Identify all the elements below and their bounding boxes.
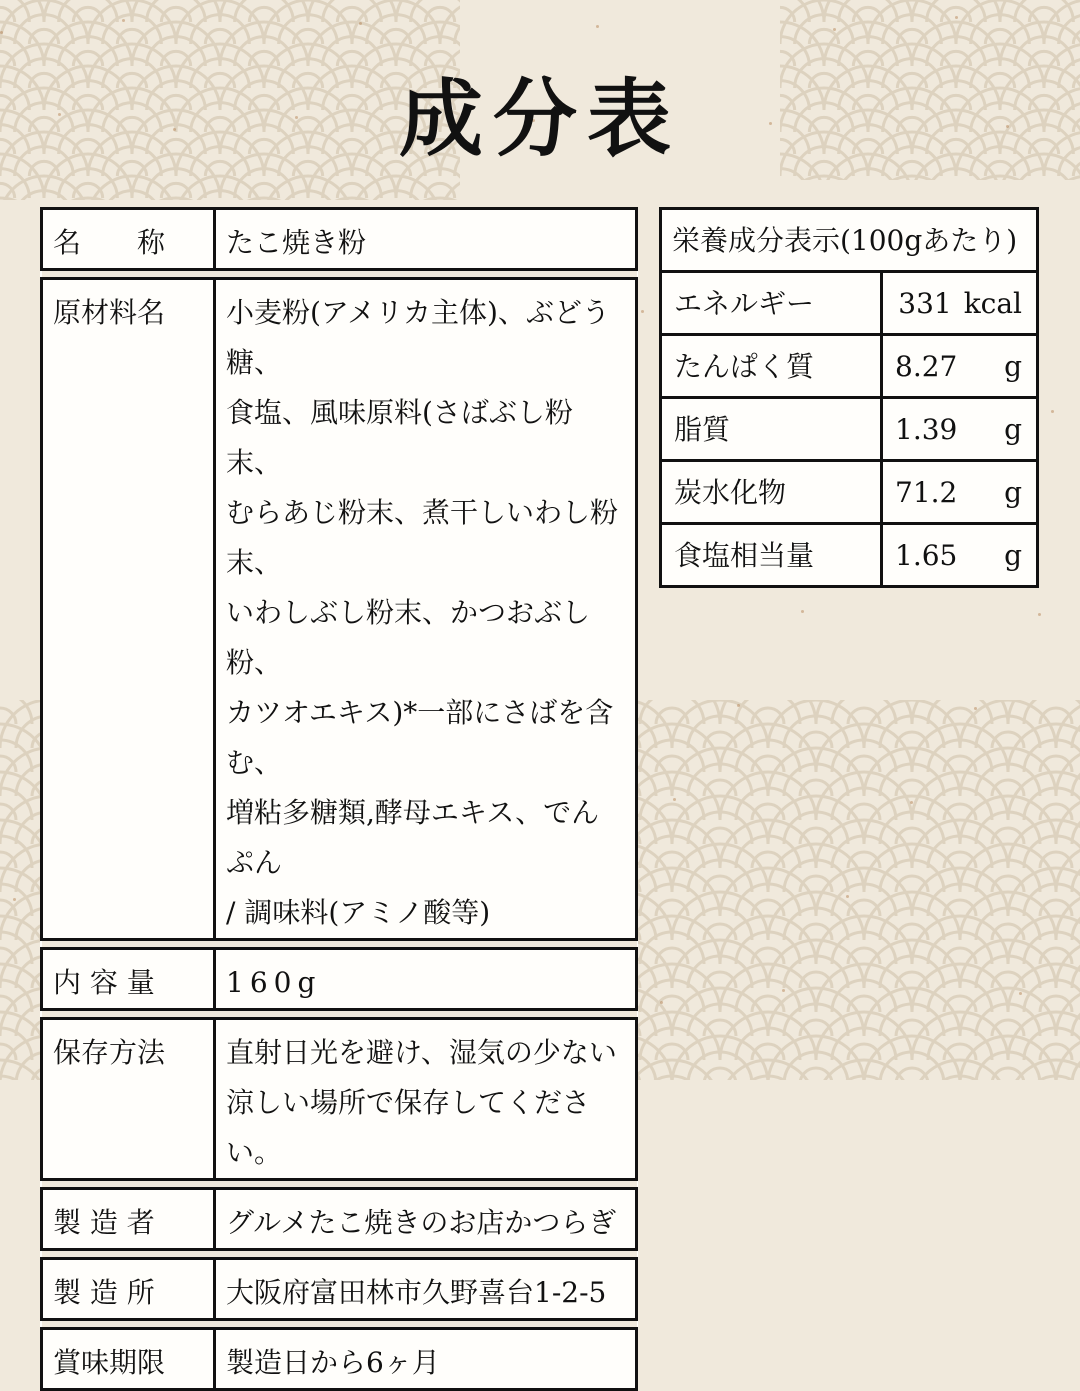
nutrition-value-energy: 331 kcal xyxy=(882,272,1038,335)
spec-row-name xyxy=(42,209,637,270)
paper-speck xyxy=(1038,613,1041,616)
paper-speck xyxy=(955,16,958,19)
nutrition-row-energy xyxy=(661,272,1038,335)
storage-line: 涼しい場所で保存してください。 xyxy=(226,1086,591,1169)
nutrition-value-carbohydrate: 71.2 g xyxy=(882,461,1038,524)
spec-row-ingredients xyxy=(42,279,637,940)
paper-speck xyxy=(673,798,676,801)
spec-row-contents xyxy=(42,949,637,1010)
nutrition-value-salt: 1.65 g xyxy=(882,524,1038,587)
paper-speck xyxy=(974,707,977,710)
product-spec-table xyxy=(40,207,638,1391)
spec-key-factory: 製 造 所 xyxy=(42,1259,215,1320)
spec-row-manufacturer xyxy=(42,1189,637,1250)
spec-value-storage xyxy=(215,1019,637,1180)
spec-value-ingredients xyxy=(215,279,637,940)
nutrition-header-row xyxy=(661,209,1038,272)
spec-value-manufacturer: グルメたこ焼きのお店かつらぎ xyxy=(215,1189,637,1250)
ingredients-line: カツオエキス)*一部にさばを含む、 xyxy=(226,696,614,779)
spec-key-storage: 保存方法 xyxy=(42,1019,215,1180)
spec-value-contents: 160g xyxy=(215,949,637,1010)
nutrition-row-fat xyxy=(661,398,1038,461)
paper-speck xyxy=(13,898,16,901)
nutrition-name-fat: 脂質 xyxy=(661,398,882,461)
paper-speck xyxy=(833,28,836,31)
storage-line: 直射日光を避け、湿気の少ない xyxy=(226,1036,617,1069)
ingredients-line: 増粘多糖類,酵母エキス、でんぷん xyxy=(226,796,600,879)
spec-key-ingredients: 原材料名 xyxy=(42,279,215,940)
paper-speck xyxy=(122,19,125,22)
nutrition-name-salt: 食塩相当量 xyxy=(661,524,882,587)
ingredients-line: / 調味料(アミノ酸等) xyxy=(226,896,491,929)
paper-speck xyxy=(782,989,785,992)
spec-key-best-before: 賞味期限 xyxy=(42,1329,215,1390)
spec-value-best-before: 製造日から6ヶ月 xyxy=(215,1329,637,1390)
paper-speck xyxy=(801,610,804,613)
ingredients-line: 食塩、風味原料(さばぶし粉末、 xyxy=(226,396,573,479)
nutrition-row-carbohydrate xyxy=(661,461,1038,524)
paper-speck xyxy=(359,22,362,25)
spec-row-storage xyxy=(42,1019,637,1180)
ingredients-line: 小麦粉(アメリカ主体)、ぶどう糖、 xyxy=(226,296,610,379)
spec-row-factory xyxy=(42,1259,637,1320)
paper-speck xyxy=(1051,410,1054,413)
ingredients-line: いわしぶし粉末、かつおぶし粉、 xyxy=(226,596,591,679)
page-title: 成分表 xyxy=(398,69,681,168)
paper-speck xyxy=(1019,992,1022,995)
paper-speck xyxy=(737,704,740,707)
spec-value-name: たこ焼き粉 xyxy=(215,209,637,270)
paper-speck xyxy=(846,895,849,898)
spec-key-contents: 内 容 量 xyxy=(42,949,215,1010)
ingredients-line: むらあじ粉末、煮干しいわし粉末、 xyxy=(226,496,619,579)
nutrition-row-protein xyxy=(661,335,1038,398)
nutrition-header: 栄養成分表示(100gあたり) xyxy=(661,209,1038,272)
spec-value-factory: 大阪府富田林市久野喜台1-2-5 xyxy=(215,1259,637,1320)
paper-speck xyxy=(641,310,644,313)
paper-speck xyxy=(910,801,913,804)
nutrition-name-energy: エネルギー xyxy=(661,272,882,335)
nutrition-value-fat: 1.39 g xyxy=(882,398,1038,461)
spec-row-best-before xyxy=(42,1329,637,1390)
spec-key-manufacturer: 製 造 者 xyxy=(42,1189,215,1250)
paper-speck xyxy=(660,1001,663,1004)
paper-speck xyxy=(596,25,599,28)
nutrition-value-protein: 8.27 g xyxy=(882,335,1038,398)
paper-speck xyxy=(0,31,3,34)
nutrition-row-salt xyxy=(661,524,1038,587)
nutrition-name-carbohydrate: 炭水化物 xyxy=(661,461,882,524)
spec-key-name: 名 称 xyxy=(42,209,215,270)
nutrition-name-protein: たんぱく質 xyxy=(661,335,882,398)
nutrition-facts-table xyxy=(659,207,1039,588)
